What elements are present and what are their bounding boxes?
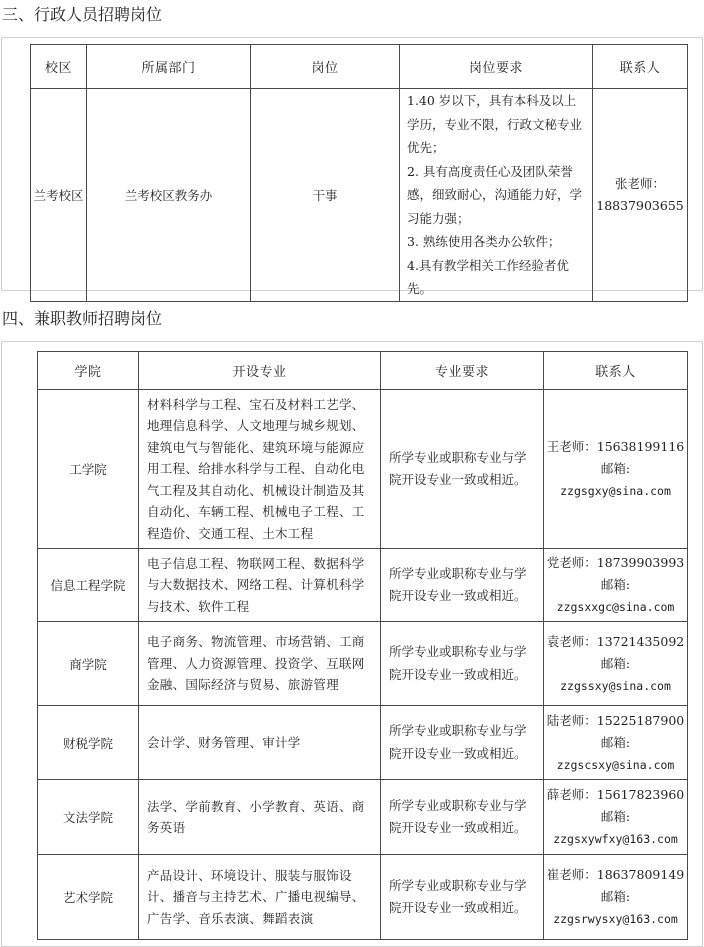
header-contact: 联系人 [544,352,688,390]
table-row [38,622,688,706]
contact-name: 张老师： [614,175,665,191]
requirement-item: 4.具有教学相关工作经验者优先。 [407,257,569,296]
email-label: 邮箱: [600,461,631,476]
department-cell: 兰考校区教务办 [87,89,251,302]
header-majors: 开设专业 [139,352,381,390]
table-row [38,855,688,940]
contact-cell [544,622,688,706]
requirement-cell: 所学专业或职称专业与学院开设专业一致或相近。 [381,780,544,855]
table-row [38,706,688,780]
admin-position-table [30,44,688,302]
header-campus: 校区 [31,45,87,89]
contact-cell [544,855,688,940]
majors-cell: 电子信息工程、物联网工程、数据科学与大数据技术、网络工程、计算机科学与技术、软件工程 [139,549,381,622]
email-label: 邮箱: [600,655,631,671]
section3-heading: 三、行政人员招聘岗位 [2,5,163,24]
campus-cell: 兰考校区 [31,89,87,302]
email-address: zzgsrwysxy@163.com [553,912,678,926]
email-address: zzgssxy@sina.com [560,678,671,693]
contact-phone: 18837903655 [596,197,684,213]
contact-phone: 崔老师：18637809149 [546,867,685,882]
college-cell: 财税学院 [38,706,139,780]
college-cell: 商学院 [38,622,139,706]
part-time-teacher-table [37,351,688,940]
college-cell: 工学院 [38,390,139,549]
requirement-cell: 所学专业或职称专业与学院开设专业一致或相近。 [381,622,544,706]
contact-phone: 王老师：15638199116 [546,439,685,454]
requirements-cell [400,89,593,302]
table-row [38,549,688,622]
requirement-item: 2. 具有高度责任心及团队荣誉感，细致耐心，沟通能力好，学习能力强； [407,163,583,226]
email-address: zzgscsxy@sina.com [556,757,675,772]
email-label: 邮箱: [600,577,631,592]
majors-cell: 会计学、财务管理、审计学 [139,706,381,780]
contact-phone: 袁老师：13721435092 [546,633,685,649]
requirement-item: 1.40 岁以下，具有本科及以上学历，专业不限，行政文秘专业优先； [407,93,583,155]
table-header-row [38,352,688,390]
contact-phone: 陆老师：15225187900 [546,712,685,728]
requirement-item: 3. 熟练使用各类办公软件； [407,234,561,249]
table-row [31,89,688,302]
requirement-cell: 所学专业或职称专业与学院开设专业一致或相近。 [381,549,544,622]
table-row [38,390,688,549]
section4-heading: 四、兼职教师招聘岗位 [2,309,163,328]
college-cell: 文法学院 [38,780,139,855]
contact-phone: 党老师：18739903993 [546,555,685,570]
email-label: 邮箱: [600,734,631,750]
email-label: 邮箱: [600,809,631,824]
contact-cell [544,780,688,855]
requirement-cell: 所学专业或职称专业与学院开设专业一致或相近。 [381,855,544,940]
email-address: zzgsgxy@sina.com [560,484,671,498]
header-contact: 联系人 [593,45,688,89]
college-cell: 信息工程学院 [38,549,139,622]
table-row [38,780,688,855]
contact-cell [544,549,688,622]
table-header-row [31,45,688,89]
majors-cell: 法学、学前教育、小学教育、英语、商务英语 [139,780,381,855]
requirement-cell: 所学专业或职称专业与学院开设专业一致或相近。 [381,706,544,780]
requirement-cell: 所学专业或职称专业与学院开设专业一致或相近。 [381,390,544,549]
header-college: 学院 [38,352,139,390]
email-label: 邮箱: [600,889,631,904]
contact-cell [544,706,688,780]
header-position: 岗位 [251,45,400,89]
header-major-requirement: 专业要求 [381,352,544,390]
header-department: 所属部门 [87,45,251,89]
contact-phone: 薛老师：15617823960 [546,787,685,802]
contact-cell [593,89,688,302]
email-address: zzgsxywfxy@163.com [553,832,678,846]
majors-cell: 产品设计、环境设计、服装与服饰设计、播音与主持艺术、广播电视编导、广告学、音乐表演、舞蹈表演 [139,855,381,940]
contact-cell [544,390,688,549]
college-cell: 艺术学院 [38,855,139,940]
position-cell: 干事 [251,89,400,302]
header-requirements: 岗位要求 [400,45,593,89]
email-address: zzgsxxgc@sina.com [556,600,675,614]
majors-cell: 材料科学与工程、宝石及材料工艺学、地理信息科学、人文地理与城乡规划、建筑电气与智能化、建筑环境与能源应用工程、给排水科学与工程、自动化电气工程及其自动化、机械设计制造及其自动化、车辆工程、机械电子工程、工程造价、交通工程、土木工程 [139,390,381,549]
majors-cell: 电子商务、物流管理、市场营销、工商管理、人力资源管理、投资学、互联网金融、国际经济与贸易、旅游管理 [139,622,381,706]
